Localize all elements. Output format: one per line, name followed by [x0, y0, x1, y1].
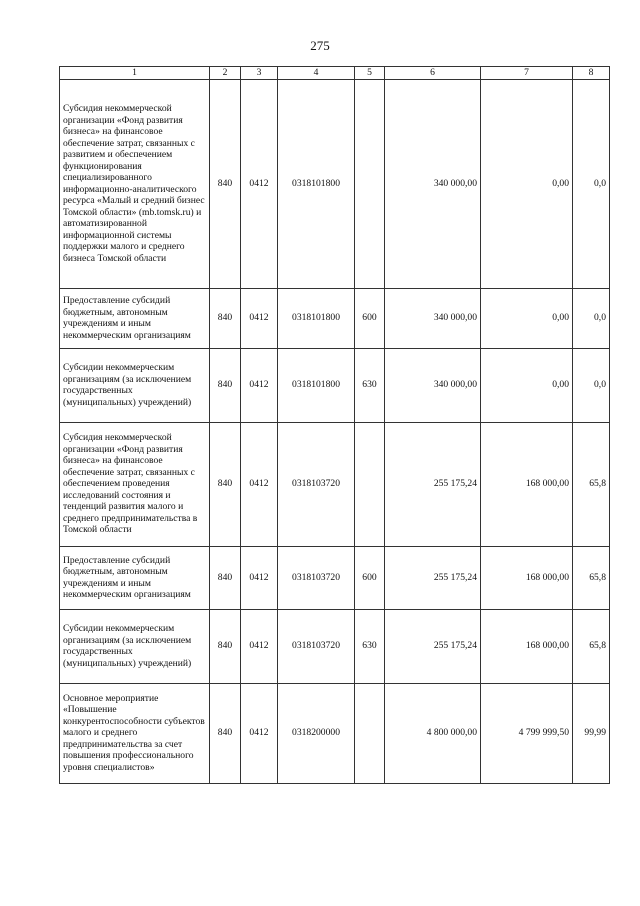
- cell-percent: 99,99: [573, 683, 610, 783]
- cell-ministry-code: 840: [210, 546, 241, 609]
- cell-expense-type: 630: [355, 609, 385, 683]
- cell-executed: 168 000,00: [481, 609, 573, 683]
- cell-expense-type: [355, 683, 385, 783]
- cell-percent: 0,0: [573, 348, 610, 422]
- table-row: [60, 546, 610, 609]
- cell-executed: 4 799 999,50: [481, 683, 573, 783]
- row-name: Субсидия некоммерческой организации «Фонд развития бизнеса» на финансовое обеспечение затрат, связанных с развитием и обеспечением функционирования специализированного информационно-аналитического ресурса «Малый и средний бизнес Томской области» (mb.tomsk.ru) и автоматизированной информационной системы поддержки малого и среднего бизнеса Томской области: [60, 79, 210, 288]
- table-row: [60, 348, 610, 422]
- column-header-8: 8: [573, 67, 610, 80]
- column-header-3: 3: [241, 67, 278, 80]
- cell-target-article: 0318200000: [278, 683, 355, 783]
- cell-section-code: 0412: [241, 683, 278, 783]
- table-row: [60, 422, 610, 546]
- cell-ministry-code: 840: [210, 288, 241, 348]
- column-header-1: 1: [60, 67, 210, 80]
- cell-planned: 340 000,00: [385, 348, 481, 422]
- cell-planned: 340 000,00: [385, 79, 481, 288]
- cell-percent: 0,0: [573, 288, 610, 348]
- cell-ministry-code: 840: [210, 683, 241, 783]
- cell-percent: 0,0: [573, 79, 610, 288]
- column-number-row: [60, 67, 610, 80]
- cell-executed: 168 000,00: [481, 422, 573, 546]
- row-name: Субсидии некоммерческим организациям (за исключением государственных (муниципальных) учреждений): [60, 348, 210, 422]
- cell-section-code: 0412: [241, 609, 278, 683]
- cell-section-code: 0412: [241, 79, 278, 288]
- table-row: [60, 79, 610, 288]
- row-name: Основное мероприятие «Повышение конкурентоспособности субъектов малого и среднего предпринимательства за счет повышения профессионального уровня специалистов»: [60, 683, 210, 783]
- row-name: Предоставление субсидий бюджетным, автономным учреждениям и иным некоммерческим организациям: [60, 288, 210, 348]
- cell-section-code: 0412: [241, 288, 278, 348]
- cell-executed: 0,00: [481, 79, 573, 288]
- cell-target-article: 0318103720: [278, 422, 355, 546]
- cell-expense-type: [355, 79, 385, 288]
- cell-target-article: 0318101800: [278, 288, 355, 348]
- cell-executed: 0,00: [481, 348, 573, 422]
- cell-expense-type: [355, 422, 385, 546]
- cell-planned: 340 000,00: [385, 288, 481, 348]
- cell-executed: 0,00: [481, 288, 573, 348]
- cell-target-article: 0318101800: [278, 79, 355, 288]
- column-header-5: 5: [355, 67, 385, 80]
- table-row: [60, 288, 610, 348]
- cell-expense-type: 630: [355, 348, 385, 422]
- cell-ministry-code: 840: [210, 79, 241, 288]
- cell-target-article: 0318103720: [278, 546, 355, 609]
- cell-section-code: 0412: [241, 422, 278, 546]
- cell-target-article: 0318103720: [278, 609, 355, 683]
- cell-expense-type: 600: [355, 288, 385, 348]
- budget-table: [59, 66, 610, 784]
- cell-planned: 255 175,24: [385, 422, 481, 546]
- cell-executed: 168 000,00: [481, 546, 573, 609]
- column-header-6: 6: [385, 67, 481, 80]
- cell-planned: 255 175,24: [385, 609, 481, 683]
- column-header-2: 2: [210, 67, 241, 80]
- cell-ministry-code: 840: [210, 422, 241, 546]
- cell-percent: 65,8: [573, 546, 610, 609]
- cell-percent: 65,8: [573, 609, 610, 683]
- cell-percent: 65,8: [573, 422, 610, 546]
- cell-planned: 255 175,24: [385, 546, 481, 609]
- cell-target-article: 0318101800: [278, 348, 355, 422]
- row-name: Субсидии некоммерческим организациям (за исключением государственных (муниципальных) учреждений): [60, 609, 210, 683]
- cell-ministry-code: 840: [210, 348, 241, 422]
- column-header-7: 7: [481, 67, 573, 80]
- column-header-4: 4: [278, 67, 355, 80]
- cell-planned: 4 800 000,00: [385, 683, 481, 783]
- cell-section-code: 0412: [241, 348, 278, 422]
- cell-ministry-code: 840: [210, 609, 241, 683]
- table-row: [60, 683, 610, 783]
- row-name: Субсидия некоммерческой организации «Фонд развития бизнеса» на финансовое обеспечение затрат, связанных с обеспечением проведения исследований состояния и тенденций развития малого и среднего предпринимательства в Томской области: [60, 422, 210, 546]
- table-row: [60, 609, 610, 683]
- row-name: Предоставление субсидий бюджетным, автономным учреждениям и иным некоммерческим организациям: [60, 546, 210, 609]
- cell-expense-type: 600: [355, 546, 385, 609]
- cell-section-code: 0412: [241, 546, 278, 609]
- page-number: 275: [310, 38, 330, 53]
